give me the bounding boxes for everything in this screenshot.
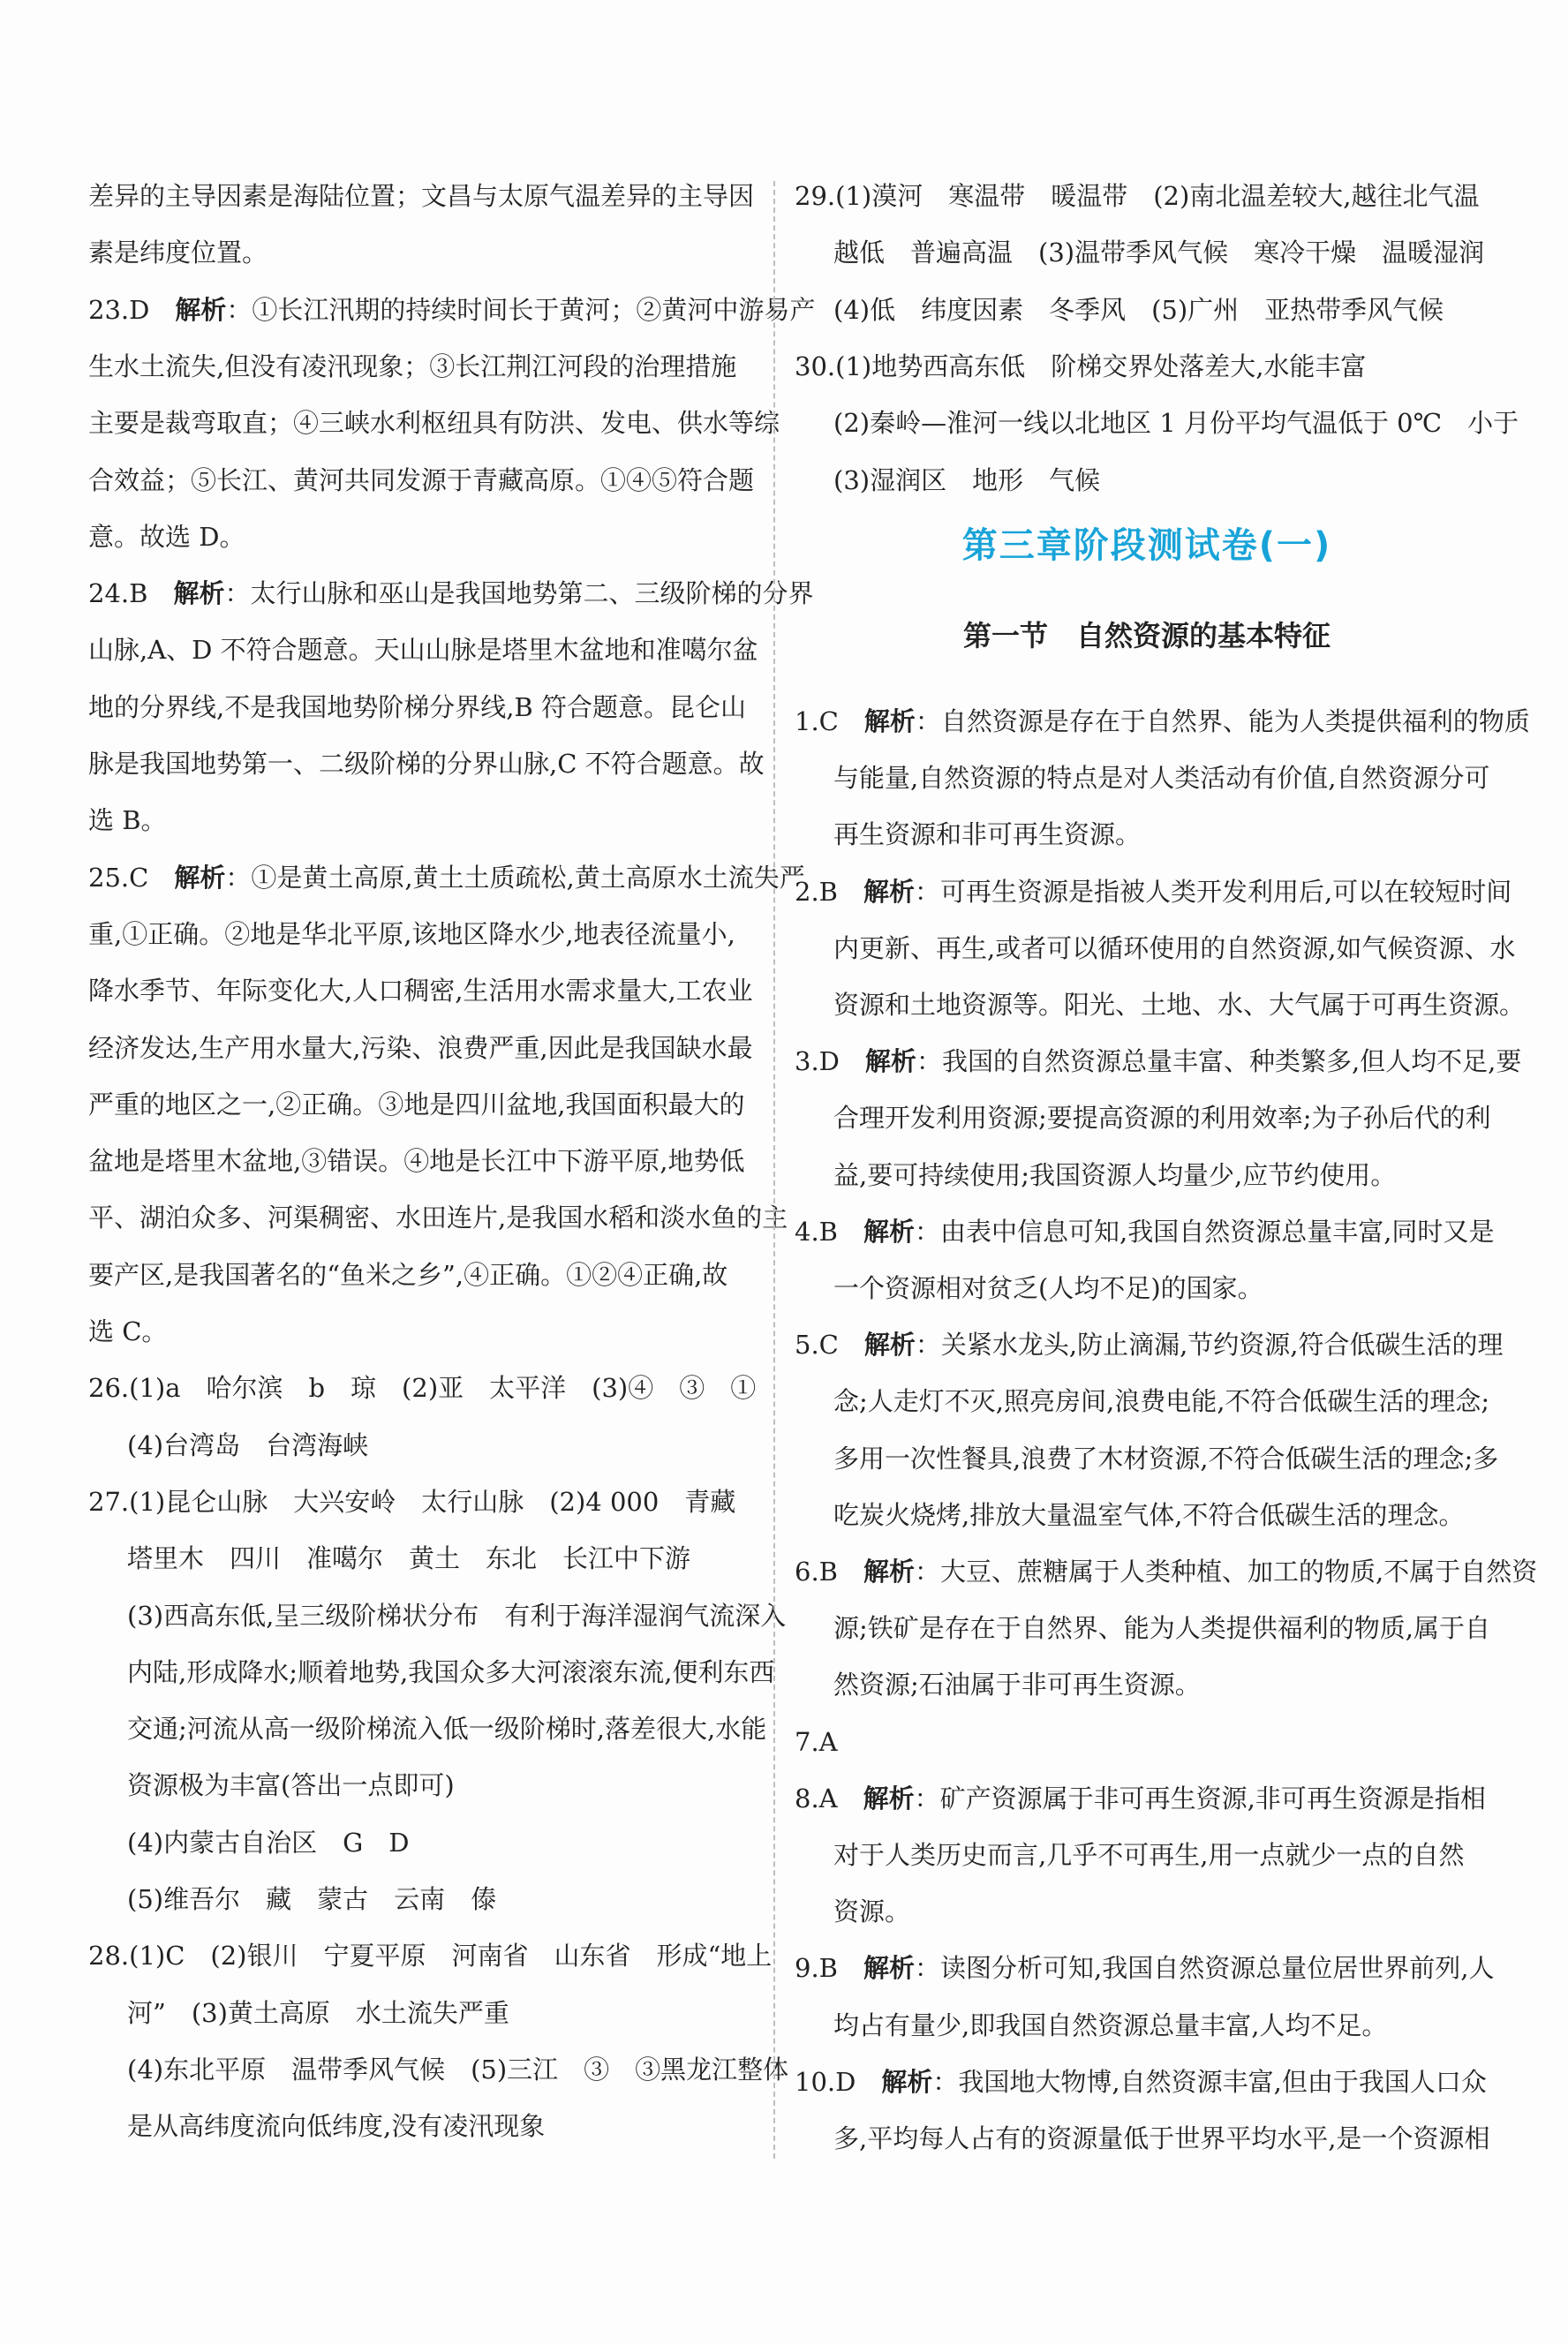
analysis-label: 解析 <box>175 294 227 325</box>
question-number: 8.A <box>795 1783 838 1813</box>
text-line <box>88 576 813 611</box>
question-number: 2.B <box>795 876 838 907</box>
analysis-label: 解析 <box>863 1953 915 1984</box>
line-text: (2)秦岭—淮河一线以北地区 1 月份平均气温低于 0℃ 小于 <box>833 408 1519 439</box>
line-text: 选 B。 <box>88 805 167 836</box>
question-number: 5.C <box>795 1330 839 1361</box>
line-text: (4)台湾岛 台湾海峡 <box>127 1429 369 1460</box>
question-number: 1.C <box>795 706 839 736</box>
line-text: (1)漠河 寒温带 暖温带 (2)南北温差较大,越往北气温 <box>835 181 1480 211</box>
line-text: ：读图分析可知,我国自然资源总量位居世界前列,人 <box>915 1953 1495 1984</box>
text-line <box>795 1724 838 1760</box>
text-line <box>88 1087 744 1122</box>
text-line <box>88 1484 735 1519</box>
question-number: 27. <box>88 1486 130 1517</box>
question-number: 10.D <box>795 2066 856 2097</box>
question-number: 6.B <box>795 1557 838 1587</box>
text-line <box>795 1781 1486 1816</box>
question-number: 9.B <box>795 1953 838 1984</box>
question-number: 30. <box>795 351 836 381</box>
question-number: 24.B <box>88 578 148 609</box>
line-text: 平、湖泊众多、河渠稠密、水田连片,是我国水稻和淡水鱼的主 <box>88 1203 788 1233</box>
text-line <box>88 860 805 895</box>
text-line <box>833 1100 1491 1135</box>
analysis-label: 解析 <box>863 706 916 736</box>
line-text: ：①是黄土高原,黄土土质疏松,黄土高原水土流失严 <box>225 862 805 893</box>
line-text: 重,①正确。②地是华北平原,该地区降水少,地表径流量小, <box>88 918 735 949</box>
line-text: ：矿产资源属于非可再生资源,非可再生资源是指相 <box>914 1783 1486 1813</box>
text-line <box>833 1837 1464 1873</box>
line-text: 资源和土地资源等。阳光、土地、水、大气属于可再生资源。 <box>833 990 1526 1020</box>
text-line <box>88 973 753 1008</box>
line-text: 脉是我国地势第一、二级阶梯的分界山脉,C 不符合题意。故 <box>88 749 765 779</box>
question-number: 26. <box>88 1373 130 1404</box>
line-text: 要产区,是我国著名的“鱼米之乡”,④正确。①②④正确,故 <box>88 1259 728 1290</box>
section-title: 第一节 自然资源的基本特征 <box>962 619 1331 652</box>
analysis-label: 解析 <box>863 1783 915 1813</box>
line-text: 生水土流失,但没有凌汛现象；③长江荆江河段的治理措施 <box>88 351 737 381</box>
line-text: 地的分界线,不是我国地势阶梯分界线,B 符合题意。昆仑山 <box>88 691 746 722</box>
text-line <box>833 931 1515 966</box>
text-line <box>88 632 758 667</box>
text-line <box>88 746 765 781</box>
text-line <box>795 1214 1494 1249</box>
column-divider <box>773 181 775 2159</box>
line-text: ：我国的自然资源总量丰富、种类繁多,但人均不足,要 <box>916 1046 1522 1077</box>
text-line <box>833 1667 1201 1702</box>
text-line <box>88 405 780 441</box>
text-line <box>88 1370 756 1406</box>
text-line <box>833 1894 910 1929</box>
line-text: 越低 普遍高温 (3)温带季风气候 寒冷干燥 温暖湿润 <box>833 238 1485 268</box>
line-text: 多用一次性餐具,浪费了木材资源,不符合低碳生活的理念;多 <box>833 1443 1499 1474</box>
line-text: 资源极为丰富(答出一点即可) <box>127 1770 455 1801</box>
text-line <box>795 1554 1537 1589</box>
text-line <box>127 1598 786 1633</box>
line-text: ：太行山脉和巫山是我国地势第二、三级阶梯的分界 <box>224 578 814 609</box>
line-text: 塔里木 四川 准噶尔 黄土 东北 长江中下游 <box>127 1543 691 1574</box>
line-text: ：大豆、蔗糖属于人类种植、加工的物质,不属于自然资 <box>915 1557 1538 1587</box>
line-text: (3)西高东低,呈三级阶梯状分布 有利于海洋湿润气流深入 <box>127 1600 787 1631</box>
analysis-label: 解析 <box>863 1216 915 1247</box>
line-text: 再生资源和非可再生资源。 <box>833 819 1142 850</box>
text-line <box>833 760 1489 795</box>
text-line <box>833 987 1525 1022</box>
text-line <box>795 1950 1494 1986</box>
analysis-label: 解析 <box>881 2066 933 2097</box>
analysis-label: 解析 <box>864 1046 916 1077</box>
text-line <box>88 1938 772 1973</box>
line-text: 念;人走灯不灭,照亮房间,浪费电能,不符合低碳生活的理念; <box>833 1386 1490 1417</box>
text-line <box>127 1825 410 1860</box>
analysis-label: 解析 <box>863 1330 916 1361</box>
line-text: 内更新、再生,或者可以循环使用的自然资源,如气候资源、水 <box>833 932 1516 963</box>
text-line <box>88 690 746 725</box>
text-line <box>833 2121 1489 2156</box>
line-text: 源;铁矿是存在于自然界、能为人类提供福利的物质,属于自 <box>833 1613 1490 1644</box>
text-line <box>88 1030 753 1066</box>
text-line <box>88 803 167 838</box>
text-line <box>833 2008 1387 2043</box>
line-text: (5)维吾尔 藏 蒙古 云南 傣 <box>127 1884 497 1914</box>
text-line <box>88 1257 727 1293</box>
line-text: ：由表中信息可知,我国自然资源总量丰富,同时又是 <box>915 1216 1495 1247</box>
line-text: 选 C。 <box>88 1316 168 1346</box>
text-line <box>88 1143 744 1179</box>
text-line <box>88 519 245 554</box>
text-line <box>795 874 1511 909</box>
line-text: 意。故选 D。 <box>88 521 245 552</box>
question-number: 23.D <box>88 294 150 325</box>
text-line <box>833 1271 1263 1306</box>
text-line <box>88 1314 167 1349</box>
text-line <box>833 1497 1464 1533</box>
line-text: ：①长江汛期的持续时间长于黄河；②黄河中游易产 <box>226 294 816 325</box>
text-line <box>88 349 736 384</box>
text-line <box>88 463 754 498</box>
line-text: 经济发达,生产用水量大,污染、浪费严重,因此是我国缺水最 <box>88 1032 753 1063</box>
line-text: 多,平均每人占有的资源量低于世界平均水平,是一个资源相 <box>833 2123 1490 2153</box>
line-text: ：我国地大物博,自然资源丰富,但由于我国人口众 <box>932 2066 1487 2097</box>
line-text: 然资源;石油属于非可再生资源。 <box>833 1670 1201 1700</box>
line-text: 盆地是塔里木盆地,③错误。④地是长江中下游平原,地势低 <box>88 1146 745 1177</box>
text-line <box>795 2064 1487 2100</box>
line-text: 与能量,自然资源的特点是对人类活动有价值,自然资源分可 <box>833 763 1490 794</box>
analysis-label: 解析 <box>173 578 225 609</box>
line-text: 严重的地区之一,②正确。③地是四川盆地,我国面积最大的 <box>88 1089 745 1120</box>
line-text: (1)C (2)银川 宁夏平原 河南省 山东省 形成“地上 <box>129 1941 773 1972</box>
text-line <box>833 1384 1489 1419</box>
line-text: (1)地势西高东低 阶梯交界处落差大,水能丰富 <box>835 351 1367 381</box>
text-line <box>88 235 268 270</box>
text-line <box>127 1768 455 1803</box>
question-number: 29. <box>795 181 836 211</box>
text-line <box>833 235 1484 270</box>
text-line <box>127 2052 788 2087</box>
analysis-label: 解析 <box>863 1557 915 1587</box>
text-line <box>833 405 1519 441</box>
text-line <box>88 916 735 952</box>
line-text: 主要是裁弯取直；④三峡水利枢纽具有防洪、发电、供水等综 <box>88 408 780 439</box>
text-line <box>795 704 1530 739</box>
line-text: 山脉,A、D 不符合题意。天山山脉是塔里木盆地和准噶尔盆 <box>88 635 758 666</box>
text-line <box>88 1200 788 1235</box>
line-text: 吃炭火烧烤,排放大量温室气体,不符合低碳生活的理念。 <box>833 1499 1465 1530</box>
line-text: (4)低 纬度因素 冬季风 (5)广州 亚热带季风气候 <box>833 294 1444 325</box>
line-text: 资源。 <box>833 1896 911 1927</box>
line-text: 益,要可持续使用;我国资源人均量少,应节约使用。 <box>833 1159 1397 1190</box>
text-line <box>833 817 1141 852</box>
text-line <box>795 1044 1521 1079</box>
line-text: 对于人类历史而言,几乎不可再生,用一点就少一点的自然 <box>833 1840 1465 1870</box>
line-text: 是从高纬度流向低纬度,没有凌汛现象 <box>127 2111 546 2142</box>
text-line <box>127 1711 766 1746</box>
line-text: 均占有量少,即我国自然资源总量丰富,人均不足。 <box>833 2009 1388 2040</box>
text-line <box>833 292 1444 328</box>
question-number: 4.B <box>795 1216 838 1247</box>
line-text: 素是纬度位置。 <box>88 238 268 268</box>
line-text: 合理开发利用资源;要提高资源的利用效率;为子孙后代的利 <box>833 1103 1491 1134</box>
text-line <box>795 178 1480 214</box>
line-text: (4)内蒙古自治区 G D <box>127 1827 410 1858</box>
line-text: 交通;河流从高一级阶梯流入低一级阶梯时,落差很大,水能 <box>127 1714 767 1745</box>
line-text: 合效益；⑤长江、黄河共同发源于青藏高原。①④⑤符合题 <box>88 464 755 495</box>
chapter-title: 第三章阶段测试卷(一) <box>961 525 1332 566</box>
line-text: 降水季节、年际变化大,人口稠密,生活用水需求量大,工农业 <box>88 976 753 1007</box>
analysis-label: 解析 <box>174 862 226 893</box>
text-line <box>88 292 815 328</box>
question-number: 28. <box>88 1941 130 1972</box>
line-text: 一个资源相对贫乏(人均不足)的国家。 <box>833 1273 1263 1303</box>
text-line <box>833 1157 1396 1193</box>
text-line <box>127 1655 774 1690</box>
line-text: (4)东北平原 温带季风气候 (5)三江 ③ ③黑龙江整体 <box>127 2054 789 2085</box>
line-text: (1)a 哈尔滨 b 琼 (2)亚 太平洋 (3)④ ③ ① <box>129 1373 757 1404</box>
line-text: ：可再生资源是指被人类开发利用后,可以在较短时间 <box>915 876 1512 907</box>
text-line <box>88 178 754 214</box>
question-number: 7.A <box>795 1726 838 1757</box>
text-line <box>833 1441 1498 1476</box>
text-line <box>795 349 1366 384</box>
line-text: ：关紧水龙头,防止滴漏,节约资源,符合低碳生活的理 <box>915 1330 1504 1361</box>
text-line <box>127 1428 368 1463</box>
question-number: 3.D <box>795 1046 840 1077</box>
line-text: ：自然资源是存在于自然界、能为人类提供福利的物质 <box>915 706 1530 736</box>
text-line <box>833 1610 1490 1646</box>
line-text: (3)湿润区 地形 气候 <box>833 464 1101 495</box>
text-line <box>127 1995 509 2031</box>
line-text: 差异的主导因素是海陆位置；文昌与太原气温差异的主导因 <box>88 181 755 211</box>
line-text: (1)昆仑山脉 大兴安岭 太行山脉 (2)4 000 青藏 <box>129 1486 736 1517</box>
text-line <box>127 2108 545 2144</box>
text-line <box>833 463 1100 498</box>
question-number: 25.C <box>88 862 149 893</box>
text-line <box>127 1541 690 1576</box>
text-line <box>795 1327 1504 1362</box>
line-text: 内陆,形成降水;顺着地势,我国众多大河滚滚东流,便利东西 <box>127 1656 775 1687</box>
line-text: 河” (3)黄土高原 水土流失严重 <box>127 1997 509 2028</box>
analysis-label: 解析 <box>863 876 915 907</box>
text-line <box>127 1881 496 1917</box>
